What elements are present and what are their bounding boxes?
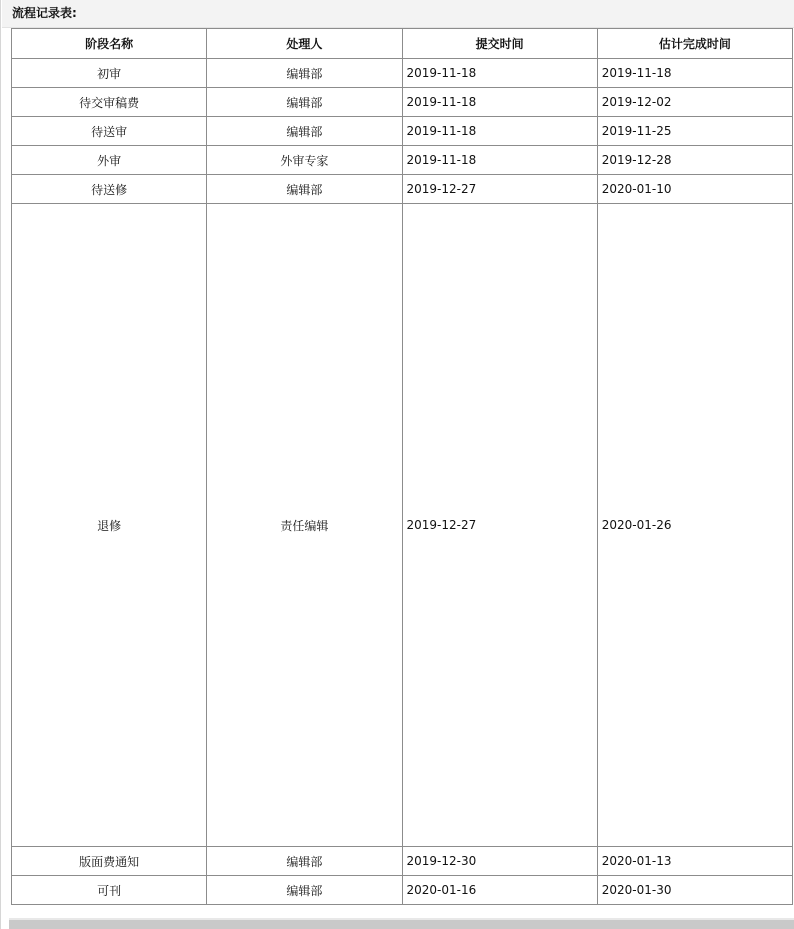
- cell-handler: 编辑部: [207, 88, 402, 117]
- cell-submitted: 2019-11-18: [402, 117, 597, 146]
- table-row: [12, 88, 793, 117]
- table-row: [12, 117, 793, 146]
- cell-stage: 待送审: [12, 117, 207, 146]
- cell-estimated: 2020-01-10: [597, 175, 792, 204]
- cell-stage: 可刊: [12, 876, 207, 905]
- cell-estimated: 2019-11-18: [597, 59, 792, 88]
- cell-handler: 外审专家: [207, 146, 402, 175]
- header-estimated-completion: 估计完成时间: [597, 29, 792, 59]
- cell-submitted: 2019-12-27: [402, 175, 597, 204]
- process-record-table: [11, 28, 793, 905]
- cell-stage: 退修: [12, 204, 207, 847]
- horizontal-scrollbar[interactable]: [9, 918, 794, 929]
- header-stage-name: 阶段名称: [12, 29, 207, 59]
- cell-stage: 待送修: [12, 175, 207, 204]
- cell-stage: 初审: [12, 59, 207, 88]
- cell-submitted: 2019-11-18: [402, 59, 597, 88]
- table-row: [12, 175, 793, 204]
- cell-handler: 编辑部: [207, 117, 402, 146]
- cell-estimated: 2019-12-02: [597, 88, 792, 117]
- cell-stage: 版面费通知: [12, 847, 207, 876]
- table-row: [12, 204, 793, 847]
- cell-handler: 编辑部: [207, 876, 402, 905]
- scrollbar-thumb[interactable]: [9, 920, 794, 929]
- cell-handler: 编辑部: [207, 847, 402, 876]
- table-row: [12, 59, 793, 88]
- cell-submitted: 2019-12-30: [402, 847, 597, 876]
- cell-handler: 编辑部: [207, 59, 402, 88]
- cell-stage: 外审: [12, 146, 207, 175]
- table-row: [12, 146, 793, 175]
- cell-handler: 编辑部: [207, 175, 402, 204]
- cell-submitted: 2019-11-18: [402, 88, 597, 117]
- cell-estimated: 2019-12-28: [597, 146, 792, 175]
- cell-submitted: 2019-11-18: [402, 146, 597, 175]
- cell-estimated: 2020-01-13: [597, 847, 792, 876]
- cell-estimated: 2019-11-25: [597, 117, 792, 146]
- cell-estimated: 2020-01-30: [597, 876, 792, 905]
- cell-submitted: 2019-12-27: [402, 204, 597, 847]
- cell-estimated: 2020-01-26: [597, 204, 792, 847]
- section-title: 流程记录表:: [12, 6, 77, 20]
- cell-stage: 待交审稿费: [12, 88, 207, 117]
- table-header-row: [12, 29, 793, 59]
- cell-handler: 责任编辑: [207, 204, 402, 847]
- table-row: [12, 847, 793, 876]
- table-row: [12, 876, 793, 905]
- header-handler: 处理人: [207, 29, 402, 59]
- header-submit-time: 提交时间: [402, 29, 597, 59]
- cell-submitted: 2020-01-16: [402, 876, 597, 905]
- section-header: [2, 0, 794, 28]
